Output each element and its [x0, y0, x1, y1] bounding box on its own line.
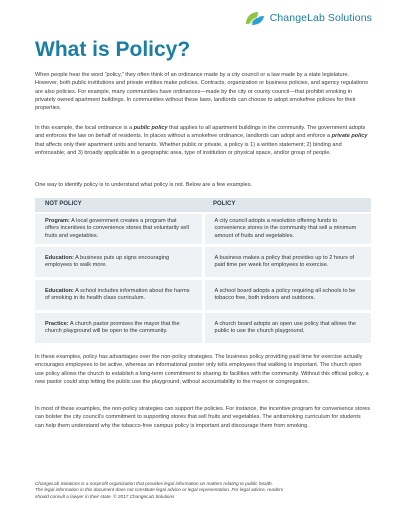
example-text-3: that affects only their apartment units and tenants. Whether public or private, a policy is 1) a written statement; 2) binding and enforceable; and 3) broadly applicable to a geographic area, type of institution or physical space, and/or group of people.: [35, 141, 342, 156]
not-policy-text: A local government creates a program that offers incentives to convenience stores that voluntarily sell fruits and vegetables.: [45, 217, 189, 239]
table-row: [35, 279, 371, 312]
not-policy-cell: [35, 279, 203, 312]
page-title: What is Policy?: [35, 38, 191, 61]
public-policy-term: public policy: [133, 125, 168, 131]
not-policy-header: NOT POLICY: [35, 198, 203, 213]
strategy-label: Education:: [45, 287, 74, 294]
policy-cell: A school board adopts a policy requiring all schools to be tobacco free, both indoors and outdoors.: [203, 279, 371, 312]
not-policy-text: A business puts up signs encouraging employees to walk more.: [45, 254, 170, 268]
example-text-2: that applies to all apartment buildings in the community. The government adopts and enforces the law on behalf of residents. In places without a smokefree ordinance, landlords can adopt and enforce a: [35, 125, 366, 140]
policy-cell: A church board adopts an open use policy that allows the public to use the church playground.: [203, 312, 371, 345]
footer-line-3: should consult a lawyer in their state. © 2017 ChangeLab Solutions: [35, 493, 175, 499]
policy-comparison-table: [35, 198, 371, 346]
strategy-label: Education:: [45, 254, 74, 261]
footer-line-1: ChangeLab Solutions is a nonprofit organization that provides legal information on matters relating to public health.: [35, 481, 273, 486]
advantages-paragraph: In these examples, policy has advantages over the non-policy strategies. The business policy providing paid time for exercise actually encourages employees to be active, whereas an informational poster only tells employees that walking is important. The church open use policy allows the church to establish a long-term commitment to sharing its facilities with the community. Without this official policy, a new pastor could stop letting the public use the playground, without accountability to the mayor or congregation.: [35, 354, 369, 385]
policy-cell: A business makes a policy that provides up to 2 hours of paid time per week for employees to exercise.: [203, 246, 371, 279]
table-row: [35, 312, 371, 345]
not-policy-text: A church pastor promises the mayor that the church playground will be open to the community.: [45, 320, 180, 334]
example-paragraph: [35, 124, 371, 157]
brand-name: ChangeLab Solutions: [269, 12, 372, 24]
leaf-logo-icon: [244, 10, 266, 26]
table-row: [35, 213, 371, 246]
table-row: [35, 246, 371, 279]
strategy-label: Program:: [45, 217, 70, 224]
footer-line-2: The legal information in this document does not constitute legal advice or legal representation. For legal advice, readers: [35, 487, 284, 493]
brand-logo: [244, 10, 372, 26]
support-paragraph: In most of these examples, the non-policy strategies can support the policies. For instance, the incentive program for convenience stores can bolster the city council’s commitment to supporting stores that sell fruits and vegetables. The antismoking curriculum for students can help them understand why the tobacco-free campus policy is important and discourage them from smoking.: [35, 406, 371, 429]
not-policy-cell: [35, 213, 203, 246]
example-text-1: In this example, the local ordinance is a: [35, 125, 134, 131]
policy-cell: A city council adopts a resolution offering funds to convenience stores in the community that sell a minimum amount of fruits and vegetables.: [203, 213, 371, 246]
not-policy-cell: [35, 246, 203, 279]
table-header-row: [35, 198, 371, 213]
private-policy-term: private policy: [331, 133, 368, 140]
footer-disclaimer: [35, 481, 375, 500]
not-policy-text: A school includes information about the harms of smoking in its health class curriculum.: [45, 287, 190, 301]
intro-paragraph: When people hear the word “policy,” they often think of an ordinance made by a city council or a law made by a state legislature. However, both public institutions and private entities make policies. Contracts, organization or business policies, and agency regulations are also policies. For example, many communities have ordinances—made by the city or county council—that prohibit smoking in privately owned apartment buildings. In communities without these laws, landlords can choose to adopt smokefree policies for their properties.: [35, 72, 368, 112]
not-policy-cell: [35, 312, 203, 345]
strategy-label: Practice:: [45, 320, 69, 327]
policy-header: POLICY: [203, 198, 371, 213]
identify-paragraph: One way to identify policy is to understand what policy is not. Below are a few examples.: [35, 182, 253, 188]
